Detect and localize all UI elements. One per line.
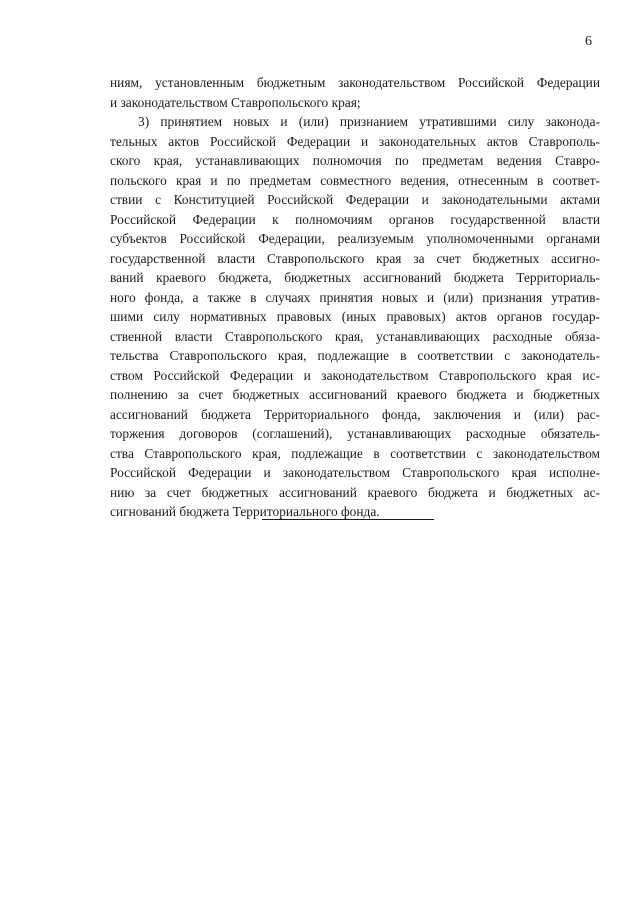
text-line: ствии с Конституцией Российской Федерации и законодательными актами [110,192,600,207]
text-line: тельных актов Российской Федерации и законодательных актов Ставрополь- [110,133,600,149]
text-line: ниям, установленным бюджетным законодательством Российской Федерации [110,75,600,90]
text-line: шими силу нормативных правовых (иных правовых) актов органов государ- [110,309,600,324]
text-line: польского края и по предметам совместного ведения, отнесенным в соответ- [110,172,600,188]
text-line: Российской Федерации и законодательством Ставропольского края исполне- [110,465,600,480]
text-line: и законодательством Ставропольского края; [110,94,361,110]
text-line: сигнований бюджета Территориального фонда. [110,504,380,519]
text-line: ваний краевого бюджета, бюджетных ассигнований бюджета Территориаль- [110,270,600,285]
text-line: тельства Ставропольского края, подлежащие в соответствии с законодатель- [110,348,600,363]
text-line: субъектов Российской Федерации, реализуемым уполномоченными органами [110,231,600,246]
end-of-text-divider [262,519,434,520]
text-line: ного фонда, а также в случаях принятия новых и (или) признания утратив- [110,289,600,305]
text-line: ского края, устанавливающих полномочия по предметам ведения Ставро- [110,153,600,168]
text-line: ственной власти Ставропольского края, устанавливающих расходные обяза- [110,328,600,344]
text-line: ством Российской Федерации и законодательством Ставропольского края ис- [110,367,600,383]
text-line: полнению за счет бюджетных ассигнований краевого бюджета и бюджетных [110,387,600,402]
text-line: ства Ставропольского края, подлежащие в соответствии с законодательством [110,445,600,461]
text-line: Российской Федерации к полномочиям органов государственной власти [110,211,600,227]
text-line: торжения договоров (соглашений), устанавливающих расходные обязатель- [110,426,600,441]
text-line: нию за счет бюджетных ассигнований краевого бюджета и бюджетных ас- [110,484,600,500]
paragraph-start-line: 3) принятием новых и (или) признанием утратившими силу законода- [138,114,600,129]
page-number: 6 [585,34,592,49]
text-line: ассигнований бюджета Территориального фонда, заключения и (или) рас- [110,406,600,422]
text-line: государственной власти Ставропольского края за счет бюджетных ассигно- [110,250,600,266]
document-body [110,73,600,522]
